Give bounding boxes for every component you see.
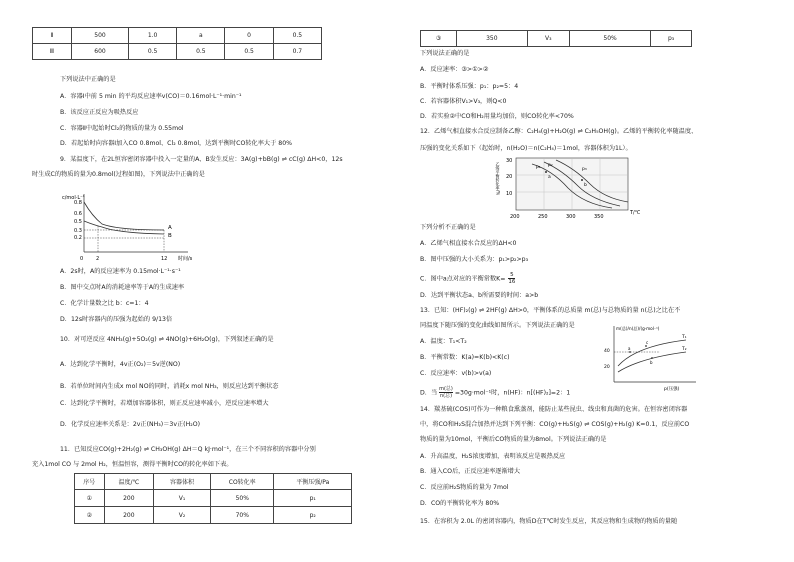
table-cell: 70% bbox=[210, 507, 274, 524]
curve-label-t2: T₂ bbox=[682, 347, 687, 352]
q13-option-d-suffix: =30g·mol⁻¹时，n(HF)：n[(HF)₂]=2：1 bbox=[454, 389, 571, 397]
curve-label-p2: p₂ bbox=[548, 163, 553, 168]
q9-option-c: C．化学计量数之比 b：c=1：4 bbox=[60, 300, 149, 307]
q9-stem-line1: 9．某温度下，在2L恒容密闭容器中投入一定量的A、B发生反应：3A(g)+bB(g) ⇌ cC(g) ΔH<0，12s bbox=[60, 156, 343, 163]
q11-table-continued bbox=[420, 30, 692, 47]
graph1-ytick: 0.8 bbox=[74, 200, 82, 206]
q9-option-d: D．12s时容器内的压强为起始的 9/13倍 bbox=[60, 316, 173, 323]
table-cell: ① bbox=[75, 490, 105, 507]
q12-option-a: A．乙烯气相直接水合反应的ΔH<0 bbox=[420, 240, 517, 247]
table-cell: ③ bbox=[421, 31, 457, 47]
table-cell: Ⅱ bbox=[33, 28, 72, 44]
graph1-xtick: 12 bbox=[161, 256, 168, 262]
table-row bbox=[33, 44, 322, 60]
table-row bbox=[33, 28, 322, 44]
graph1-ytick: 0.5 bbox=[74, 219, 82, 225]
q12-stem-line1: 12．乙烯气相直接水合反应制备乙醇：C₂H₄(g)+H₂O(g) ⇌ C₂H₅OH(g)。乙烯的平衡转化率随温度、 bbox=[420, 128, 698, 135]
point-label-c: c bbox=[646, 340, 649, 345]
q10-option-b: B．若单位时间内生成x mol NO的同时，消耗x mol NH₃，则反应达到平衡状态 bbox=[60, 383, 279, 390]
graph1-xtick: 2 bbox=[96, 256, 100, 262]
table-cell: 0.5 bbox=[225, 44, 273, 60]
q11-option-c: C．若容器体积V₁>V₃，则Q<0 bbox=[420, 98, 507, 105]
top-left-table bbox=[32, 27, 322, 60]
graph2-xtick: 350 bbox=[594, 214, 604, 220]
q14-option-c: C．反应前H₂S物质的量为 7mol bbox=[420, 484, 509, 491]
graph3-ytick: 20 bbox=[604, 365, 610, 370]
graph2-xtick: 250 bbox=[538, 214, 548, 220]
q13-stem-line2: 同温度下随压强的变化曲线如图所示。下列说法正确的是 bbox=[420, 322, 575, 329]
graph1-label-b: B bbox=[168, 233, 172, 239]
table-cell: 200 bbox=[104, 507, 154, 524]
q13-option-d bbox=[420, 386, 570, 399]
table-cell: 0.5 bbox=[273, 28, 321, 44]
table-cell: p₃ bbox=[651, 31, 692, 47]
q13-stem-line1: 13．已知：(HF)₂(g) ⇌ 2HF(g) ΔH>0，平衡体系的总质量 m(总)与总物质的量 n(总)之比在不 bbox=[420, 307, 681, 314]
table-cell: V₂ bbox=[154, 507, 211, 524]
point-b bbox=[651, 357, 653, 359]
point-label-a: a bbox=[628, 346, 631, 351]
header-cell: 平衡压强/Pa bbox=[274, 474, 352, 490]
table-cell: 200 bbox=[104, 490, 154, 507]
table-cell: 0.5 bbox=[177, 44, 225, 60]
mass-mole-fraction bbox=[439, 386, 453, 399]
point-a bbox=[545, 171, 547, 173]
fraction-numerator: m(总) bbox=[439, 386, 453, 392]
graph1-xtick: 0 bbox=[80, 256, 84, 262]
q14-stem-line1: 14．羰基硫(COS)可作为一种粮食熏蒸剂，能防止某些昆虫、线虫和真菌的危害。在恒容密闭容器 bbox=[420, 406, 688, 413]
curve-a bbox=[84, 202, 164, 230]
table-cell: Ⅲ bbox=[33, 44, 72, 60]
q13-pressure-graph bbox=[596, 322, 706, 394]
graph1-ytick: 0.3 bbox=[74, 228, 82, 234]
graph2-ytick: 20 bbox=[506, 174, 513, 180]
q10-option-a: A．达到化学平衡时，4v正(O₂)＝5v逆(NO) bbox=[60, 361, 181, 368]
graph3-xlabel: p(压强) bbox=[664, 387, 680, 392]
q14-stem-line3: 物质的量为10mol，平衡后CO物质的量为8mol。下列说法正确的是 bbox=[420, 436, 607, 443]
q13-option-d-prefix: D．当 bbox=[420, 389, 438, 397]
graph2-ylabel: 乙烯平衡转化率/% bbox=[495, 162, 501, 196]
q12-option-c bbox=[420, 272, 515, 285]
table-cell: a bbox=[177, 28, 225, 44]
graph2-xlabel: T/℃ bbox=[630, 210, 641, 216]
point-c bbox=[645, 345, 647, 347]
graph2-xtick: 300 bbox=[566, 214, 576, 220]
q14-option-a: A．升高温度，H₂S浓度增加，表明该反应是吸热反应 bbox=[420, 453, 566, 460]
curve-label-t1: T₁ bbox=[682, 335, 687, 340]
q9-concentration-graph bbox=[58, 190, 218, 262]
header-cell: 容器体积 bbox=[154, 474, 211, 490]
table-header-row bbox=[75, 474, 352, 490]
table-cell: V₁ bbox=[154, 490, 211, 507]
point-a bbox=[629, 351, 631, 353]
graph1-ylabel: c/mol·L⁻¹ bbox=[62, 195, 85, 201]
table-cell: 0.5 bbox=[128, 44, 176, 60]
point-label-a: a bbox=[548, 175, 551, 180]
fraction-5-16 bbox=[508, 272, 515, 285]
graph2-ytick: 30 bbox=[506, 158, 513, 164]
q13-option-c: C．反应速率：v(b)>v(a) bbox=[420, 370, 492, 377]
q14-option-d: D．CO的平衡转化率为 80% bbox=[420, 500, 500, 507]
graph1-xlabel: 时间/s bbox=[178, 256, 193, 262]
table-cell: 0 bbox=[225, 28, 273, 44]
table-row bbox=[75, 490, 352, 507]
curve-label-p3: p₃ bbox=[582, 167, 587, 172]
curve-b bbox=[84, 221, 164, 234]
q11-stem-line2: 充入1mol CO 与 2mol H₂，恒温恒容，测得平衡时CO的转化率如下表。 bbox=[32, 461, 233, 468]
table-cell: 0.7 bbox=[273, 44, 321, 60]
q12-option-b: B．图中压强的大小关系为：p₁>p₂>p₃ bbox=[420, 256, 529, 263]
table-cell: V₃ bbox=[527, 31, 570, 47]
q12-prompt: 下列分析不正确的是 bbox=[420, 224, 476, 231]
q8-option-a: A．容器Ⅰ中前 5 min 的平均反应速率v(CO)＝0.16mol·L⁻¹·min⁻¹ bbox=[60, 93, 242, 100]
q14-stem-line2: 中，将CO和H₂S混合加热并达到下列平衡：CO(g)+H₂S(g) ⇌ COS(g)+H₂(g) K=0.1，反应前CO bbox=[420, 421, 690, 428]
q11-prompt: 下列说法正确的是 bbox=[420, 50, 470, 57]
q11-option-a: A．反应速率：③>①>② bbox=[420, 66, 489, 73]
q11-option-d: D．若实验②中CO和H₂用量均加倍，则CO转化率<70% bbox=[420, 113, 574, 120]
q12-option-d: D．达到平衡状态a、b所需要的时间：a>b bbox=[420, 292, 539, 299]
q11-table bbox=[74, 473, 352, 524]
q8-option-d: D．若起始时向容器Ⅰ加入CO 0.8mol、Cl₂ 0.8mol，达到平衡时CO转化率大于 80% bbox=[60, 140, 293, 147]
table-row bbox=[421, 31, 692, 47]
q13-option-a: A．温度：T₁<T₂ bbox=[420, 338, 467, 345]
table-cell: 1.0 bbox=[128, 28, 176, 44]
q12-conversion-graph bbox=[492, 156, 652, 220]
q10-option-d: D．化学反应速率关系是：2v正(NH₃)＝3v正(H₂O) bbox=[60, 421, 201, 428]
q12-option-c-text: C．图中a点对应的平衡常数K= bbox=[420, 275, 506, 283]
graph2-xtick: 200 bbox=[510, 214, 520, 220]
graph1-label-a: A bbox=[168, 225, 172, 231]
point-label-b: b bbox=[584, 183, 587, 188]
graph3-ytick: 40 bbox=[604, 349, 610, 354]
table-cell: p₁ bbox=[274, 490, 352, 507]
table-row bbox=[75, 507, 352, 524]
q8-option-c: C．容器Ⅱ中起始时Cl₂的物质的量为 0.55mol bbox=[60, 125, 184, 132]
table-cell: 500 bbox=[72, 28, 129, 44]
fraction-denominator: 16 bbox=[508, 279, 516, 285]
table-cell: 50% bbox=[210, 490, 274, 507]
q15-stem-line1: 15．在容积为 2.0L 的密闭容器内，物质D在T℃时发生反应，其反应物和生成物的物质的量随 bbox=[420, 518, 678, 525]
graph1-ytick: 0.6 bbox=[74, 211, 82, 217]
curve-label-p1: p₁ bbox=[536, 165, 541, 170]
q11-stem-line1: 11．已知反应CO(g)+2H₂(g) ⇌ CH₃OH(g) ΔH＝Q kJ·mol⁻¹，在三个不同容积的容器中分别 bbox=[60, 446, 316, 453]
table-cell: 600 bbox=[72, 44, 129, 60]
q13-option-b: B．平衡常数：K(a)=K(b)<K(c) bbox=[420, 354, 510, 361]
fraction-numerator: 5 bbox=[510, 272, 514, 278]
header-cell: 温度/℃ bbox=[104, 474, 154, 490]
table-cell: p₂ bbox=[274, 507, 352, 524]
q8-prompt: 下列说法中正确的是 bbox=[60, 76, 116, 83]
q9-option-b: B．图中交点时A的消耗速率等于A的生成速率 bbox=[60, 284, 185, 291]
q11-option-b: B．平衡时体系压强：p₁：p₂=5：4 bbox=[420, 83, 519, 90]
table-cell: 50% bbox=[570, 31, 651, 47]
table-cell: ② bbox=[75, 507, 105, 524]
q12-stem-line2: 压强的变化关系如下（起始时，n(H₂O)＝n(C₂H₄)＝1mol，容器体积为1L）。 bbox=[420, 145, 632, 152]
header-cell: 序号 bbox=[75, 474, 105, 490]
graph3-ylabel: m(总)/n(总)/(g·mol⁻¹) bbox=[616, 326, 660, 331]
q14-option-b: B．通入CO后，正反应速率逐渐增大 bbox=[420, 468, 521, 475]
q8-option-b: B．该反应正反应为吸热反应 bbox=[60, 109, 139, 116]
point-label-b: b bbox=[650, 360, 653, 365]
q10-stem: 10．对可逆反应 4NH₃(g)+5O₂(g) ⇌ 4NO(g)+6H₂O(g)，下列叙述正确的是 bbox=[60, 336, 274, 343]
graph2-ytick: 10 bbox=[506, 191, 513, 197]
fraction-denominator: n(总) bbox=[439, 393, 453, 399]
q9-option-a: A．2s时，A的反应速率为 0.15mol·L⁻¹·s⁻¹ bbox=[60, 268, 181, 275]
q9-stem-line2: 时生成C的物质的量为0.8mol(过程如图)，下列说法中正确的是 bbox=[32, 171, 205, 178]
table-cell: 350 bbox=[457, 31, 527, 47]
header-cell: CO转化率 bbox=[210, 474, 274, 490]
graph1-ytick: 0.2 bbox=[74, 235, 82, 241]
q10-option-c: C．达到化学平衡时，若增加容器体积，则正反应速率减小，逆反应速率增大 bbox=[60, 400, 269, 407]
point-b bbox=[581, 179, 583, 181]
